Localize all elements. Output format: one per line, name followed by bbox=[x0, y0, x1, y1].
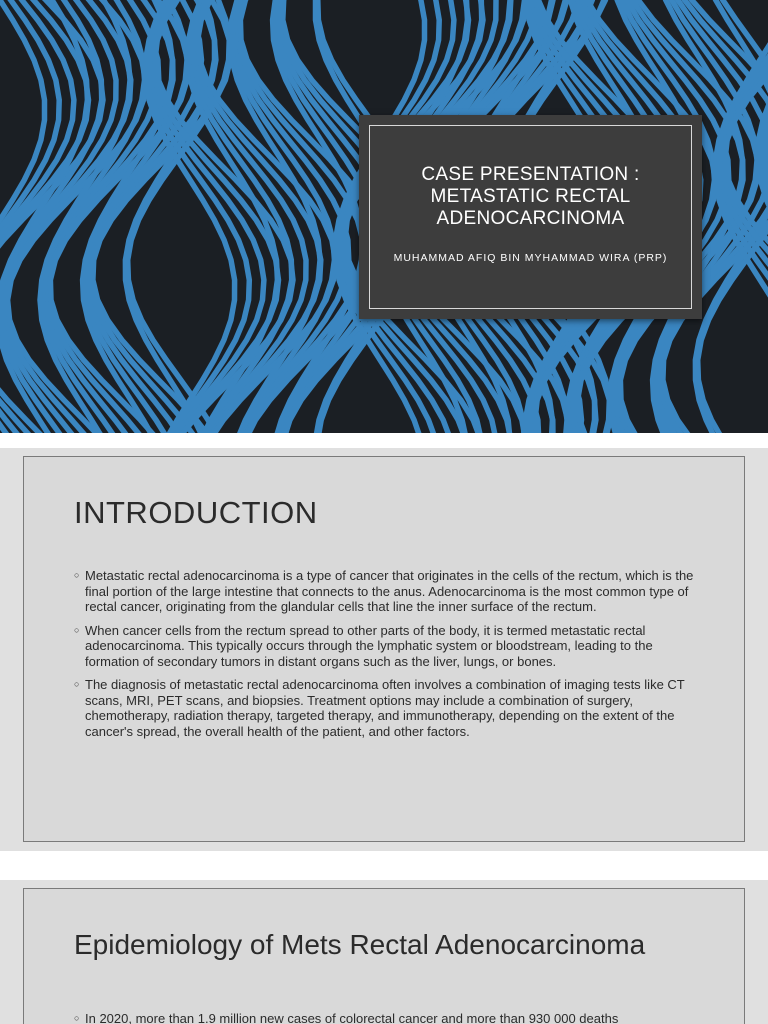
list-item bbox=[74, 1011, 696, 1024]
introduction-heading: INTRODUCTION bbox=[74, 495, 318, 530]
circle-bullet-icon: ○ bbox=[74, 624, 80, 635]
list-item bbox=[74, 623, 696, 670]
epidemiology-frame bbox=[23, 888, 745, 1024]
circle-bullet-icon: ○ bbox=[74, 679, 80, 689]
list-item bbox=[74, 677, 696, 739]
circle-bullet-icon: ○ bbox=[74, 1013, 80, 1023]
bullet-text: In 2020, more than 1.9 million new cases of colorectal cancer and more than 930 000 deaths bbox=[85, 1011, 619, 1024]
cover-slide bbox=[0, 0, 768, 433]
bullet-text: When cancer cells from the rectum spread to other parts of the body, it is termed metastatic rectal adenocarcinoma. This typically occurs through the lymphatic system or bloodstream, leading to the formation of secondary tumors in distant organs such as the liver, lungs, or bones. bbox=[85, 622, 653, 669]
presenter-name: MUHAMMAD AFIQ BIN MYHAMMAD WIRA (PRP) bbox=[393, 252, 668, 264]
epidemiology-slide bbox=[0, 880, 768, 1024]
presentation-title: CASE PRESENTATION : METASTATIC RECTAL ADENOCARCINOMA bbox=[421, 164, 640, 229]
epidemiology-bullet-list bbox=[74, 1011, 696, 1024]
introduction-bullet-list bbox=[74, 568, 696, 747]
introduction-frame bbox=[23, 456, 745, 842]
introduction-slide bbox=[0, 448, 768, 851]
title-card-border bbox=[369, 125, 692, 309]
list-item bbox=[74, 568, 696, 615]
title-card bbox=[359, 115, 702, 319]
circle-bullet-icon: ○ bbox=[74, 570, 80, 580]
epidemiology-heading: Epidemiology of Mets Rectal Adenocarcinoma bbox=[74, 929, 646, 960]
bullet-text: The diagnosis of metastatic rectal adenocarcinoma often involves a combination of imaging tests like CT scans, MRI, PET scans, and biopsies. Treatment options may include a combination of surgery, chemotherapy, radiation therapy, targeted therapy, and immunotherapy, depending on the extent of the cancer's spread, the overall health of the patient, and other factors. bbox=[85, 677, 685, 739]
bullet-text: Metastatic rectal adenocarcinoma is a type of cancer that originates in the cells of the rectum, which is the final portion of the large intestine that connects to the anus. Adenocarcinoma is the most common type of rectal cancer, originating from the glandular cells that line the inner surface of the rectum. bbox=[85, 568, 694, 614]
